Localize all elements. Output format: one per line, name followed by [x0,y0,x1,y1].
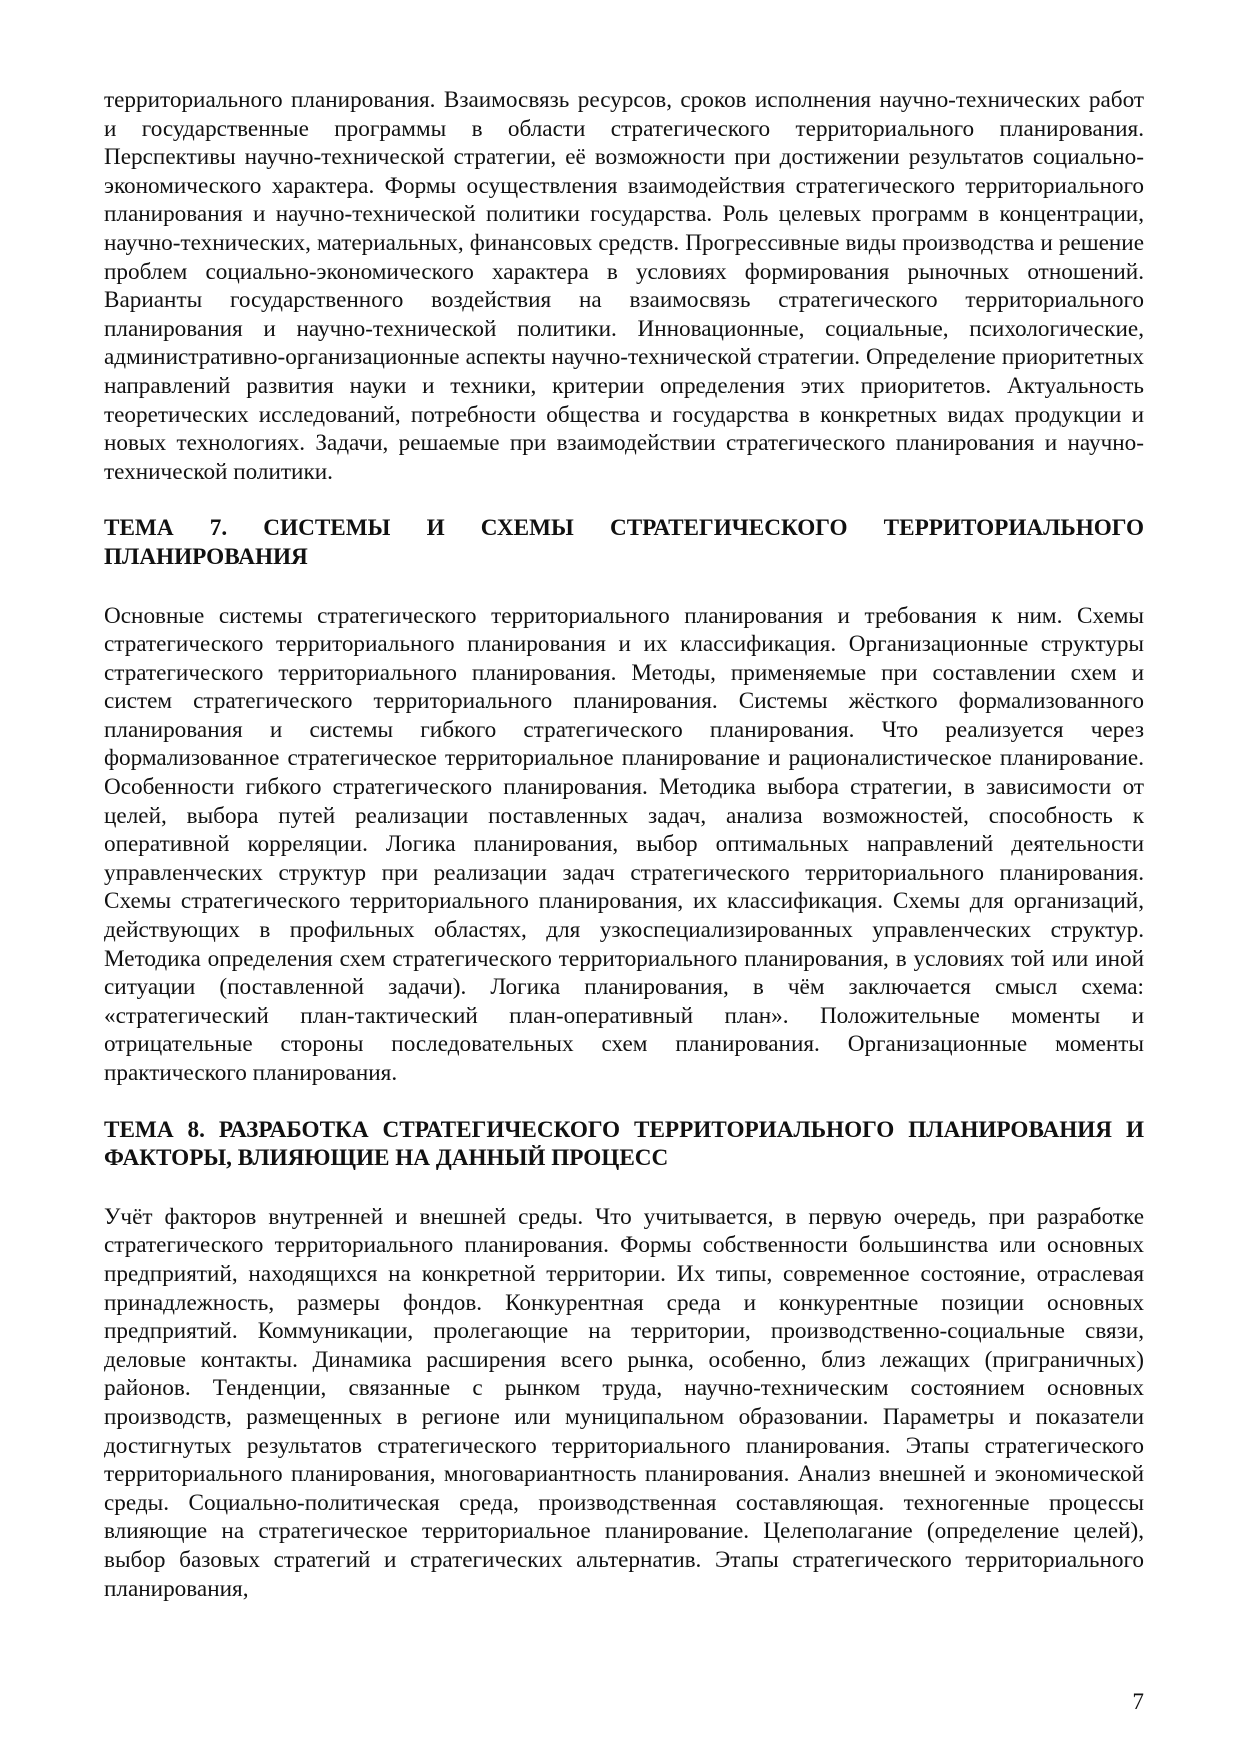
section-body-topic-8: Учёт факторов внутренней и внешней среды. Что учитывается, в первую очередь, при разработке стратегического территориального планирования. Формы собственности большинства или основных предприятий, находящихся на конкретной территории. Их типы, современное состояние, отраслевая принадлежность, размеры фондов. Конкурентная среда и конкурентные позиции основных предприятий. Коммуникации, пролегающие на территории, производственно-социальные связи, деловые контакты. Динамика расширения всего рынка, особенно, близ лежащих (приграничных) районов. Тенденции, связанные с рынком труда, научно-техническим состоянием основных производств, размещенных в регионе или муниципальном образовании. Параметры и показатели достигнутых результатов стратегического территориального планирования. Этапы стратегического территориального планирования, многовариантность планирования. Анализ внешней и экономической среды. Социально-политическая среда, производственная составляющая. техногенные процессы влияющие на стратегическое территориальное планирование. Целеполагание (определение целей), выбор базовых стратегий и стратегических альтернатив. Этапы стратегического территориального планирования, [104,1203,1144,1602]
spacer [104,1088,1144,1116]
spacer [104,1173,1144,1203]
section-heading-topic-8: ТЕМА 8. РАЗРАБОТКА СТРАТЕГИЧЕСКОГО ТЕРРИТОРИАЛЬНОГО ПЛАНИРОВАНИЯ И ФАКТОРЫ, ВЛИЯЮЩИЕ НА ДАННЫЙ ПРОЦЕСС [104,1116,1144,1172]
spacer [104,486,1144,514]
page-number: 7 [1132,1689,1144,1715]
section-body-topic-7: Основные системы стратегического территориального планирования и требования к ним. Схемы стратегического территориального планирования и их классификация. Организационные структуры стратегического территориального планирования. Методы, применяемые при составлении схем и систем стратегического территориального планирования. Системы жёсткого формализованного планирования и системы гибкого стратегического планирования. Что реализуется через формализованное стратегическое территориальное планирование и рационалистическое планирование. Особенности гибкого стратегического планирования. Методика выбора стратегии, в зависимости от целей, выбора путей реализации поставленных задач, анализа возможностей, способность к оперативной корреляции. Логика планирования, выбор оптимальных направлений деятельности управленческих структур при реализации задач стратегического территориального планирования. Схемы стратегического территориального планирования, их классификация. Схемы для организаций, действующих в профильных областях, для узкоспециализированных управленческих структур. Методика определения схем стратегического территориального планирования, в условиях той или иной ситуации (поставленной задачи). Логика планирования, в чём заключается смысл схема: «стратегический план-тактический план-оперативный план». Положительные моменты и отрицательные стороны последовательных схем планирования. Организационные моменты практического планирования. [104,602,1144,1086]
intro-paragraph: территориального планирования. Взаимосвязь ресурсов, сроков исполнения научно-технических работ и государственные программы в области стратегического территориального планирования. Перспективы научно-технической стратегии, её возможности при достижении результатов социально-экономического характера. Формы осуществления взаимодействия стратегического территориального планирования и научно-технической политики государства. Роль целевых программ в концентрации, научно-технических, материальных, финансовых средств. Прогрессивные виды производства и решение проблем социально-экономического характера в условиях формирования рыночных отношений. Варианты государственного воздействия на взаимосвязь стратегического территориального планирования и научно-технической политики. Инновационные, социальные, психологические, административно-организационные аспекты научно-технической стратегии. Определение приоритетных направлений развития науки и техники, критерии определения этих приоритетов. Актуальность теоретических исследований, потребности общества и государства в конкретных видах продукции и новых технологиях. Задачи, решаемые при взаимодействии стратегического планирования и научно-технической политики. [104,87,1144,485]
spacer [104,572,1144,602]
document-page [104,86,1144,1603]
section-heading-topic-7: ТЕМА 7. СИСТЕМЫ И СХЕМЫ СТРАТЕГИЧЕСКОГО ТЕРРИТОРИАЛЬНОГО ПЛАНИРОВАНИЯ [104,515,1144,570]
